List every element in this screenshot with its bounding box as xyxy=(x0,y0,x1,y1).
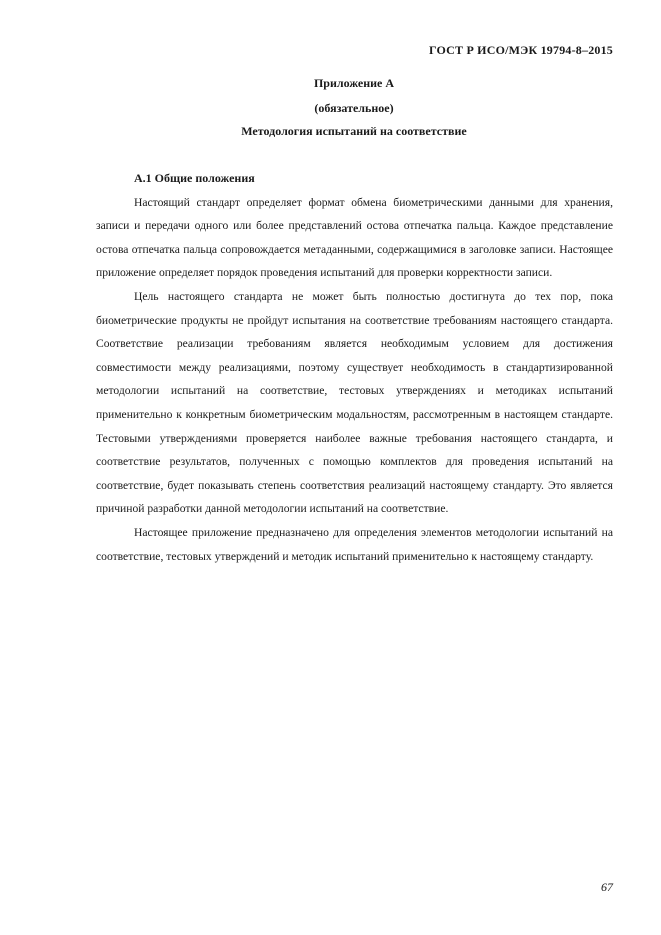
paragraph: Настоящее приложение предназначено для определения элементов методологии испытаний на соответствие, тестовых утверждений и методик испытаний применительно к настоящему стандарту. xyxy=(96,525,613,563)
appendix-status: (обязательное) xyxy=(314,101,394,115)
appendix-title: Приложение А xyxy=(313,76,395,90)
paragraph: Настоящий стандарт определяет формат обмена биометрическими данными для хранения, записи и передачи одного или более представлений остова отпечатка пальца. Каждое представление остова отпечатка пальца сопровождается метаданными, содержащимися в заголовке записи. Настоящее приложение определяет порядок проведения испытаний для проверки корректности записи. xyxy=(96,195,613,280)
paragraph: Цель настоящего стандарта не может быть полностью достигнута до тех пор, пока биометрические продукты не пройдут испытания на соответствие требованиям настоящего стандарта. Соответствие реализации требованиям является необходимым условием для достижения совместимости между реализациями, поэтому существует необходимость в стандартизированной методологии испытаний на соответствие, тестовых утверждениях и методиках испытаний применительно к конкретным биометрическим модальностям, рассмотренным в настоящем стандарте. Тестовыми утверждениями проверяется наиболее важные требования настоящего стандарта, и соответствие результатов, полученных с помощью комплектов для проведения испытаний на соответствие, будет показывать степень соответствия реализаций настоящему стандарту. Это является причиной разработки данной методологии испытаний на соответствие. xyxy=(96,289,613,516)
page-number: 67 xyxy=(601,880,613,894)
standard-code: ГОСТ Р ИСО/МЭК 19794-8–2015 xyxy=(428,43,613,57)
section-body xyxy=(96,167,613,568)
section-heading: А.1 Общие положения xyxy=(134,171,255,185)
appendix-name: Методология испытаний на соответствие xyxy=(241,124,467,138)
